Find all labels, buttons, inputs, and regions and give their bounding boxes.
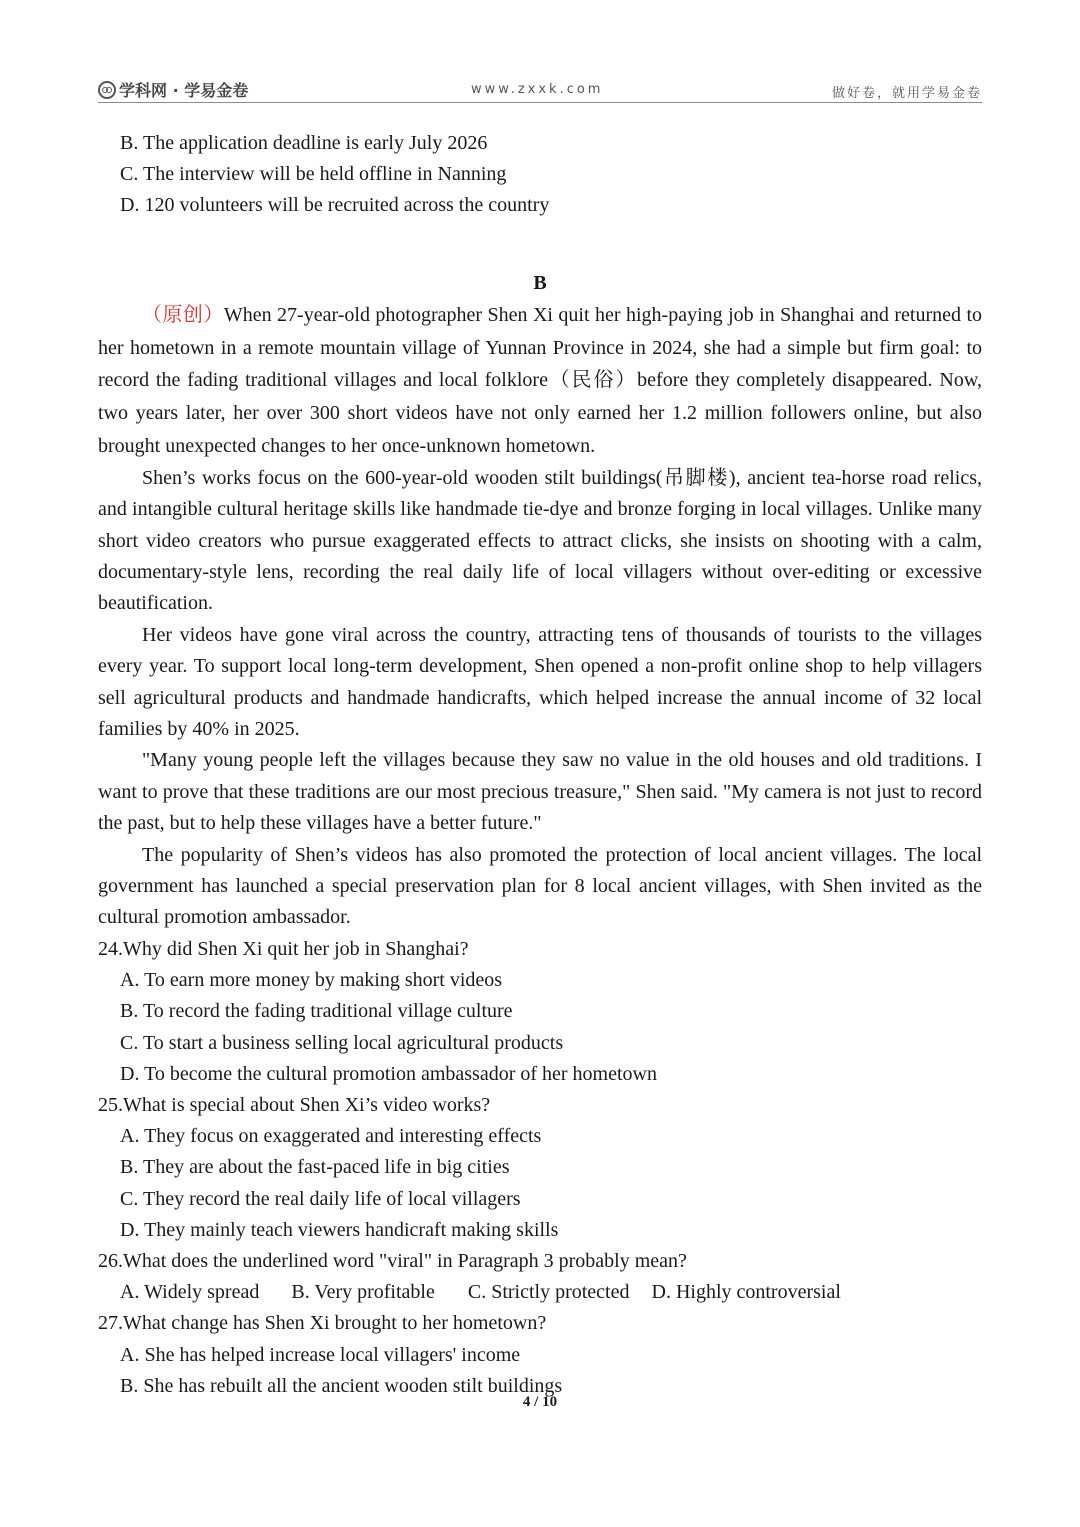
question-stem: 27.What change has Shen Xi brought to her hometown? xyxy=(98,1312,547,1335)
answer-option-row xyxy=(98,1277,982,1308)
passage-paragraph-4: "Many young people left the villages because they saw no value in the old houses and old traditions. I want to prove that these traditions are our most precious treasure," Shen said. "My camera is not just to record the past, but to help these villages have a better future." xyxy=(98,749,982,835)
answer-option: B. Very profitable xyxy=(291,1281,435,1304)
answer-option: A. To earn more money by making short videos xyxy=(120,969,503,992)
page-header xyxy=(98,76,982,103)
logo-text: 学科网 · 学易金卷 xyxy=(119,81,249,100)
passage-paragraph-5: The popularity of Shen’s videos has also promoted the protection of local ancient villages. The local government has launched a special preservation plan for 8 local ancient villages, with Shen invited as the cultural promotion ambassador. xyxy=(98,843,982,929)
passage-paragraph-3: Her videos have gone viral across the country, attracting tens of thousands of tourists to the villages every year. To support local long-term development, Shen opened a non-profit online shop to help villagers sell agricultural products and handmade handicrafts, which helped increase the annual income of 32 local families by 40% in 2025. xyxy=(98,623,982,741)
answer-option: A. Widely spread xyxy=(120,1281,260,1304)
answer-option: B. She has rebuilt all the ancient wooden stilt buildings xyxy=(120,1374,563,1397)
answer-option: A. They focus on exaggerated and interesting effects xyxy=(120,1125,542,1148)
answer-option: D. To become the cultural promotion ambassador of her hometown xyxy=(120,1062,657,1085)
section-title: B xyxy=(533,271,547,294)
answer-option: C. They record the real daily life of local villagers xyxy=(120,1187,521,1210)
original-tag: （原创） xyxy=(142,303,224,326)
answer-option: C. To start a business selling local agricultural products xyxy=(120,1031,564,1054)
answer-option: B. To record the fading traditional village culture xyxy=(120,1000,513,1023)
document-body xyxy=(98,128,982,1402)
answer-option: D. They mainly teach viewers handicraft making skills xyxy=(120,1218,559,1241)
page-number: 4 / 10 xyxy=(522,1394,558,1410)
passage-paragraph-1: （原创）When 27-year-old photographer Shen Xi quit her high-paying job in Shanghai and returned to her hometown in a remote mountain village of Yunnan Province in 2024, she had a simple but firm goal: to record the fading traditional villages and local folklore（民俗）before they completely disappeared. Now, two years later, her over 300 short videos have not only earned her 1.2 million followers online, but also brought unexpected changes to her once-unknown hometown. xyxy=(98,303,983,457)
answer-option: A. She has helped increase local villagers' income xyxy=(120,1343,521,1366)
question-stem: 24.Why did Shen Xi quit her job in Shanghai? xyxy=(98,937,469,960)
passage-paragraph-2: Shen’s works focus on the 600-year-old wooden stilt buildings(吊脚楼), ancient tea-horse road relics, and intangible cultural heritage skills like handmade tie-dye and bronze forging in local villages. Unlike many short video creators who pursue exaggerated effects to attract clicks, she insists on shooting with a calm, documentary-style lens, recording the real daily life of local villagers without over-editing or excessive beautification. xyxy=(98,466,982,615)
prev-option: D. 120 volunteers will be recruited across the country xyxy=(120,194,550,217)
brand-logo xyxy=(98,78,248,101)
prev-option: B. The application deadline is early July 2026 xyxy=(120,132,488,154)
site-url: www.zxxk.com xyxy=(471,82,604,97)
prev-option: C. The interview will be held offline in Nanning xyxy=(120,163,507,186)
answer-option: D. Highly controversial xyxy=(651,1281,841,1304)
answer-option: C. Strictly protected xyxy=(467,1281,630,1304)
question-stem: 25.What is special about Shen Xi’s video works? xyxy=(98,1093,491,1116)
answer-option: B. They are about the fast-paced life in big cities xyxy=(120,1156,510,1179)
header-slogan: 做好卷，就用学易金卷 xyxy=(831,86,982,101)
question-stem: 26.What does the underlined word "viral" in Paragraph 3 probably mean? xyxy=(98,1249,687,1272)
owl-logo-icon xyxy=(98,81,116,99)
